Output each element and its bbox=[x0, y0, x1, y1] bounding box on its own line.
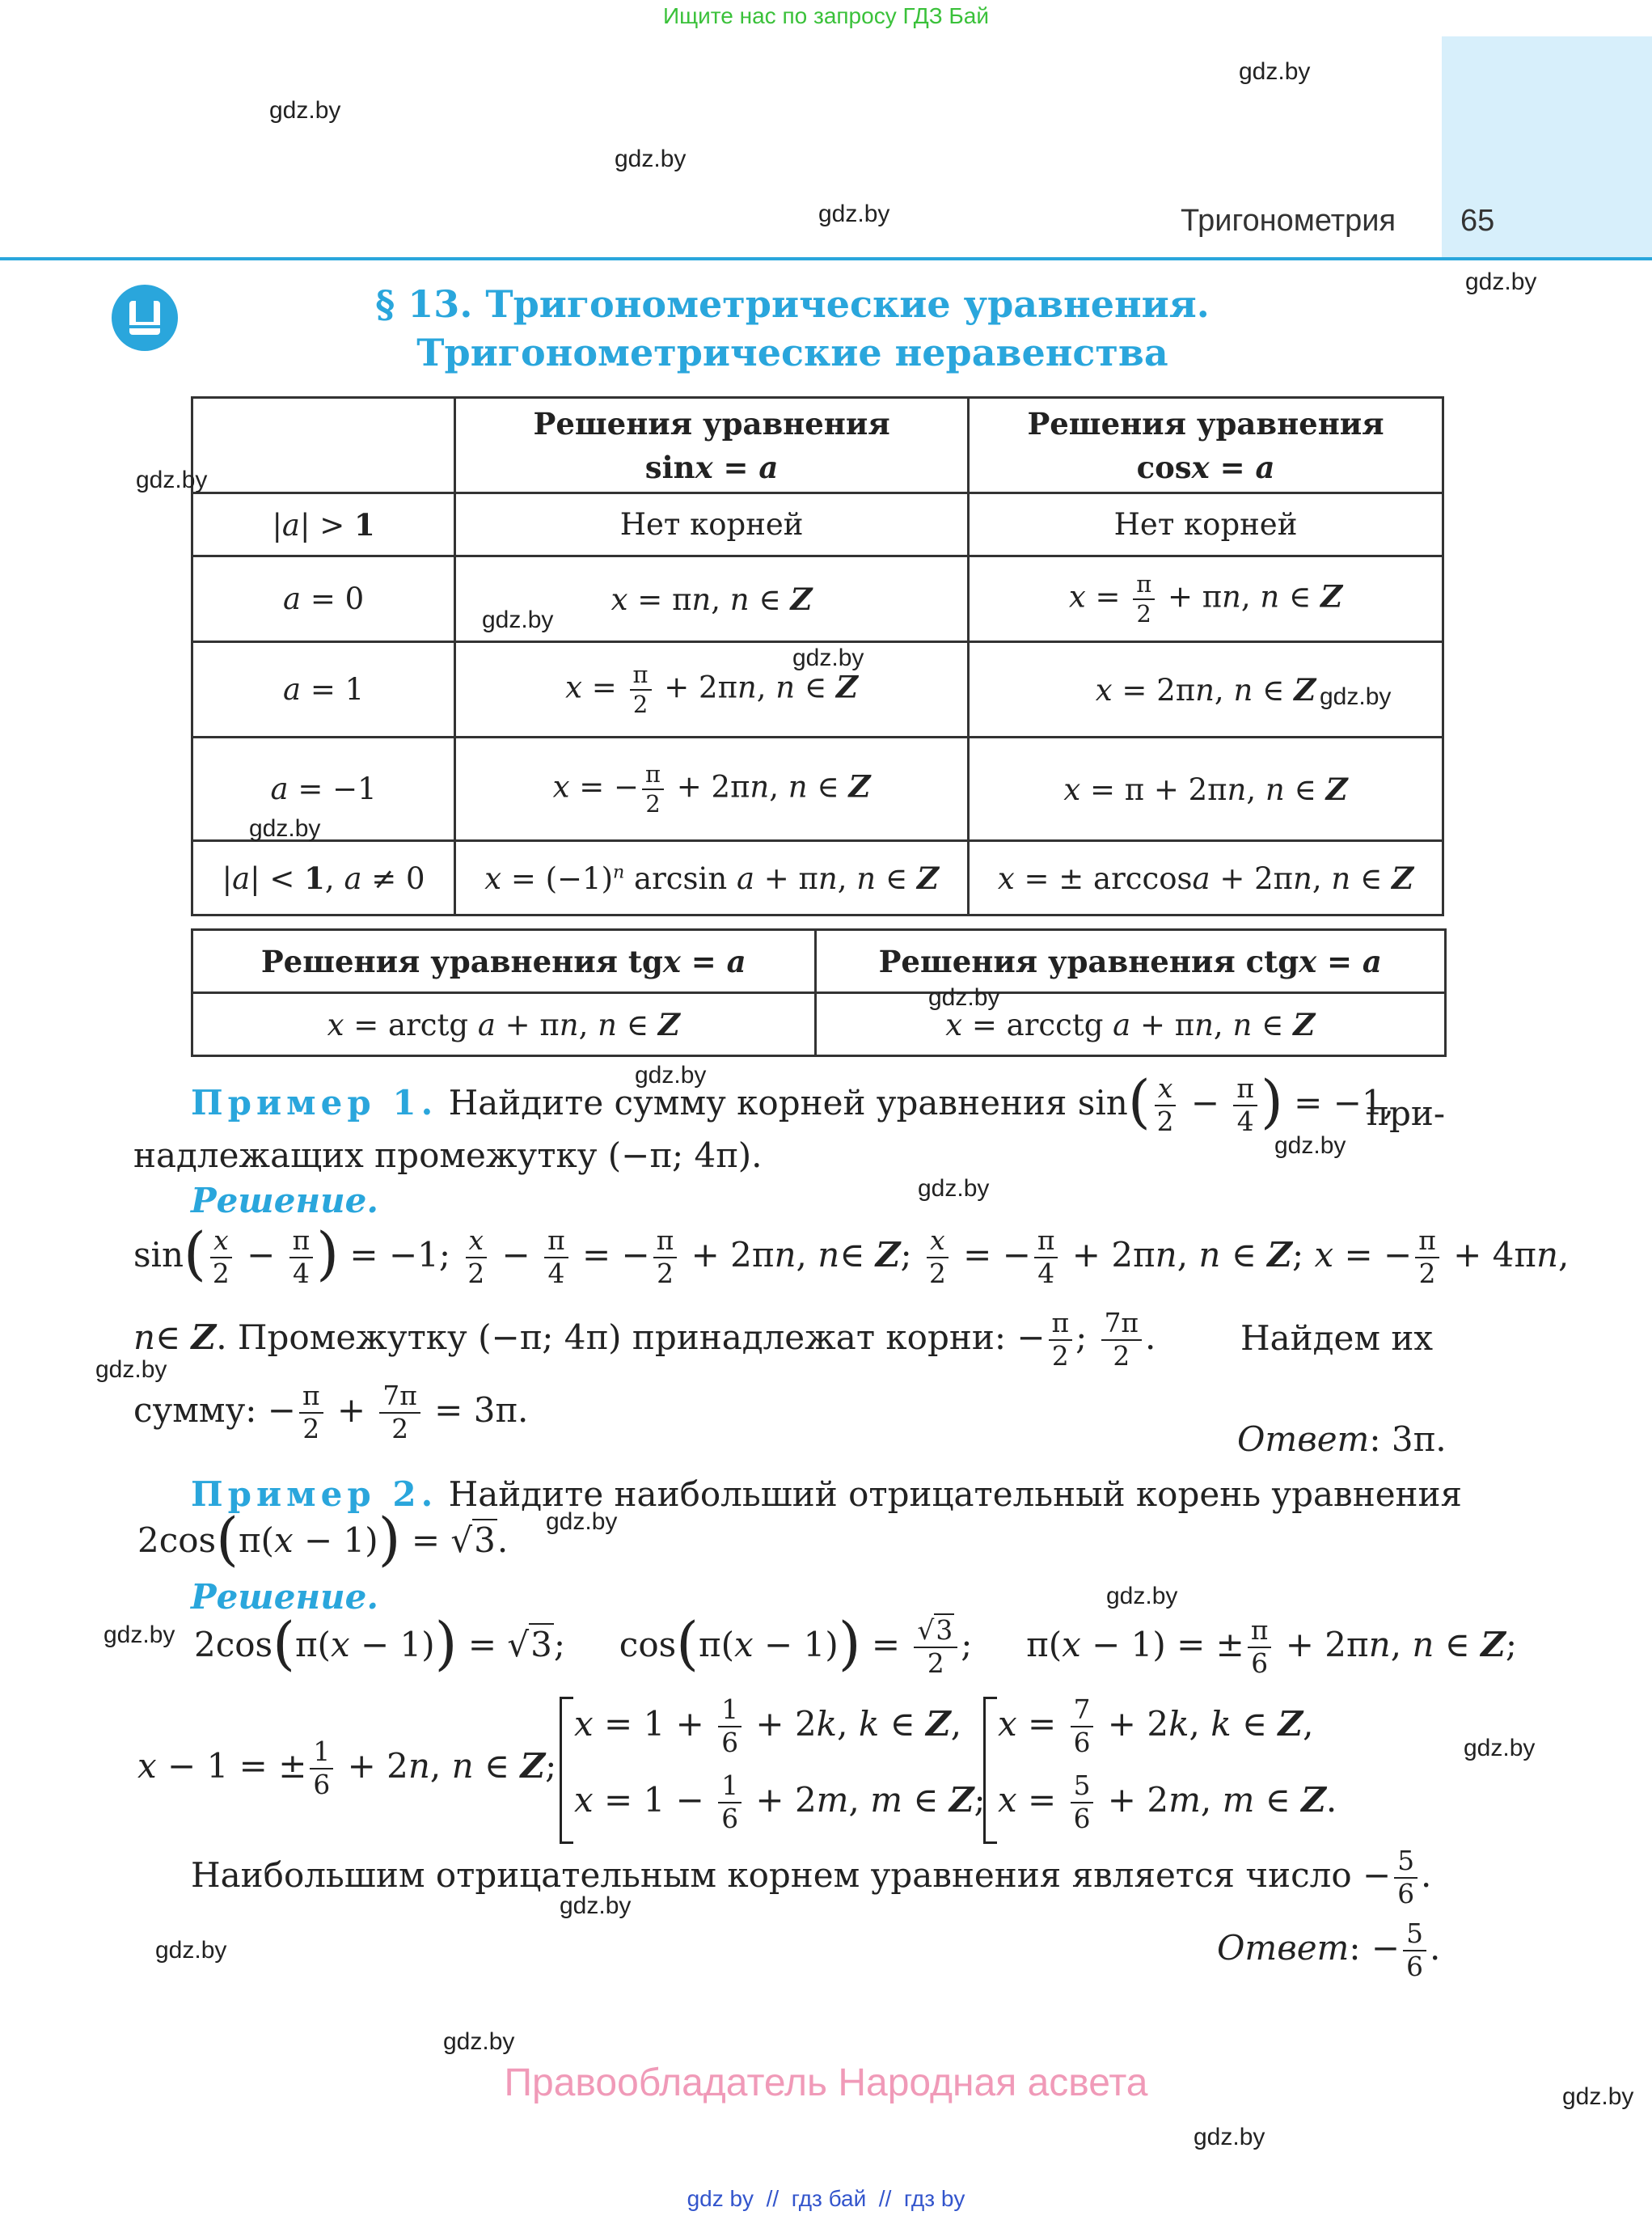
system1-line1: x = 1 + $\frac{1}{6}$ + 2k, k ∈ Z, bbox=[574, 1694, 962, 1758]
table-corner bbox=[192, 398, 455, 493]
header-ctg: Решения уравнения ctgx = a bbox=[815, 930, 1446, 993]
example1-solution-line3: сумму: − $\frac{\pi}{2}$ + $\frac{7\pi}{2}$ = 3π. bbox=[133, 1380, 529, 1444]
section-title-line1: § 13. Тригонометрические уравнения. bbox=[375, 282, 1210, 326]
watermark: gdz.by bbox=[1274, 1132, 1346, 1159]
system2-line1: x = $\frac{7}{6}$ + 2k, k ∈ Z, bbox=[998, 1694, 1314, 1758]
system-bracket-1 bbox=[560, 1697, 573, 1844]
top-banner[interactable]: Ищите нас по запросу ГДЗ Бай bbox=[662, 3, 990, 28]
example2-line1: Пример 2. Найдите наибольший отрицательный корень уравнения bbox=[191, 1474, 1463, 1514]
watermark: gdz.by bbox=[546, 1508, 618, 1535]
section-title-line2: Тригонометрические неравенства bbox=[416, 331, 1168, 374]
table-row: a = 1 x = $\frac{\pi}{2}$ + 2πn, n ∈ Z x = 2πn, n ∈ Z bbox=[192, 642, 1443, 738]
example2-conclusion: Наибольшим отрицательным корнем уравнения является число − $\frac{5}{6}$ . bbox=[191, 1846, 1432, 1909]
watermark: gdz.by bbox=[1320, 683, 1392, 710]
table-row: a = 0 x = πn, n ∈ Z x = $\frac{\pi}{2}$ + πn, n ∈ Z bbox=[192, 556, 1443, 642]
watermark: gdz.by bbox=[136, 467, 208, 493]
watermark: gdz.by bbox=[918, 1175, 990, 1202]
example1-solution-line1: sin( $\frac{x}{2}$ − $\frac{\pi}{4}$ ) = −1; $\frac{x}{2}$ − $\frac{\pi}{4}$ = − $\frac{\pi}{2}$ + 2πn, n∈ Z; $\frac{x}{2}$ = − $\frac{\pi}{4}$ + 2πn, n ∈ Z; x = − $\frac{\pi}{2}$ + 4πn, bbox=[133, 1220, 1570, 1289]
example1-line2: надлежащих промежутку (−π; 4π). bbox=[133, 1135, 763, 1175]
example1-solution-label: Решение. bbox=[191, 1181, 378, 1220]
example1-answer: Ответ: 3π. bbox=[1237, 1419, 1447, 1459]
example1-solution-line2: n∈ Z. Промежутку (−π; 4π) принадлежат корни: − $\frac{\pi}{2}$ ; $\frac{7\pi}{2}$ . bbox=[133, 1308, 1156, 1372]
example2-equation: 2cos(π(x − 1)) = √3. bbox=[137, 1505, 509, 1573]
header-rule bbox=[0, 257, 1652, 260]
example1-label: Пример 1. bbox=[191, 1082, 438, 1123]
watermark: gdz.by bbox=[249, 815, 321, 842]
table-row: x = arctg a + πn, n ∈ Z x = arcctg a + πn, n ∈ Z bbox=[192, 993, 1446, 1056]
example1-solution-line2-end: Найдем их bbox=[1240, 1318, 1434, 1358]
rights-holder: Правообладатель Народная асвета bbox=[504, 2061, 1148, 2104]
watermark: gdz.by bbox=[635, 1062, 707, 1089]
example2-label: Пример 2. bbox=[191, 1474, 438, 1514]
example2-solution-label: Решение. bbox=[191, 1577, 378, 1617]
example1-line1-end: при- bbox=[1367, 1093, 1446, 1133]
footer-links[interactable]: gdz by // гдз бай // гдз by bbox=[687, 2186, 965, 2211]
watermark: gdz.by bbox=[1465, 268, 1537, 295]
table-row: |a| < 1, a ≠ 0 $x = (-1)^n$ arcsin a + πn, n ∈ Z x = ± arccosa + 2πn, n ∈ Z bbox=[192, 841, 1443, 915]
watermark: gdz.by bbox=[104, 1621, 175, 1648]
watermark: gdz.by bbox=[269, 97, 341, 124]
header-tg: Решения уравнения tgx = a bbox=[192, 930, 816, 993]
header-section: Тригонометрия bbox=[1181, 204, 1396, 238]
header-cos: Решения уравнения cosx = a bbox=[969, 398, 1443, 493]
example2-answer: Ответ: − $\frac{5}{6}$ . bbox=[1217, 1918, 1441, 1982]
header-sin: Решения уравнения sinx = a bbox=[455, 398, 969, 493]
watermark: gdz.by bbox=[1239, 58, 1311, 85]
watermark: gdz.by bbox=[928, 984, 1000, 1011]
example1-line1: Пример 1. Найдите сумму корней уравнения sin( $\frac{x}{2}$ − $\frac{\pi}{4}$ ) = −1, bbox=[191, 1068, 1394, 1137]
watermark: gdz.by bbox=[792, 645, 864, 671]
watermark: gdz.by bbox=[615, 146, 687, 172]
watermark: gdz.by bbox=[1464, 1735, 1536, 1761]
table-row: a = −1 x = − $\frac{\pi}{2}$ + 2πn, n ∈ Z x = π + 2πn, n ∈ Z bbox=[192, 738, 1443, 841]
watermark: gdz.by bbox=[560, 1892, 632, 1919]
watermark: gdz.by bbox=[1106, 1583, 1178, 1609]
watermark: gdz.by bbox=[818, 201, 890, 227]
watermark: gdz.by bbox=[95, 1356, 167, 1383]
page-number: 65 bbox=[1460, 204, 1495, 238]
watermark: gdz.by bbox=[1194, 2124, 1265, 2150]
table-tg-ctg bbox=[191, 928, 1447, 1057]
example2-solution-line1: 2cos(π(x − 1)) = √3; cos(π(x − 1)) = $\frac{√3}{2}$ ; π(x − 1) = ± $\frac{\pi}{6}$ + 2πn, n ∈ Z; bbox=[194, 1609, 1518, 1679]
watermark: gdz.by bbox=[443, 2028, 515, 2055]
watermark: gdz.by bbox=[155, 1937, 227, 1964]
table-row: |a| > 1 Нет корней Нет корней bbox=[192, 493, 1443, 556]
system-bracket-2 bbox=[983, 1697, 997, 1844]
watermark: gdz.by bbox=[482, 607, 554, 633]
watermark: gdz.by bbox=[1562, 2083, 1634, 2110]
section-title bbox=[0, 280, 1585, 377]
example2-solution-line2: x − 1 = ± $\frac{1}{6}$ + 2n, n ∈ Z; bbox=[137, 1736, 557, 1800]
system1-line2: x = 1 − $\frac{1}{6}$ + 2m, m ∈ Z; bbox=[574, 1770, 986, 1834]
system2-line2: x = $\frac{5}{6}$ + 2m, m ∈ Z. bbox=[998, 1770, 1337, 1834]
